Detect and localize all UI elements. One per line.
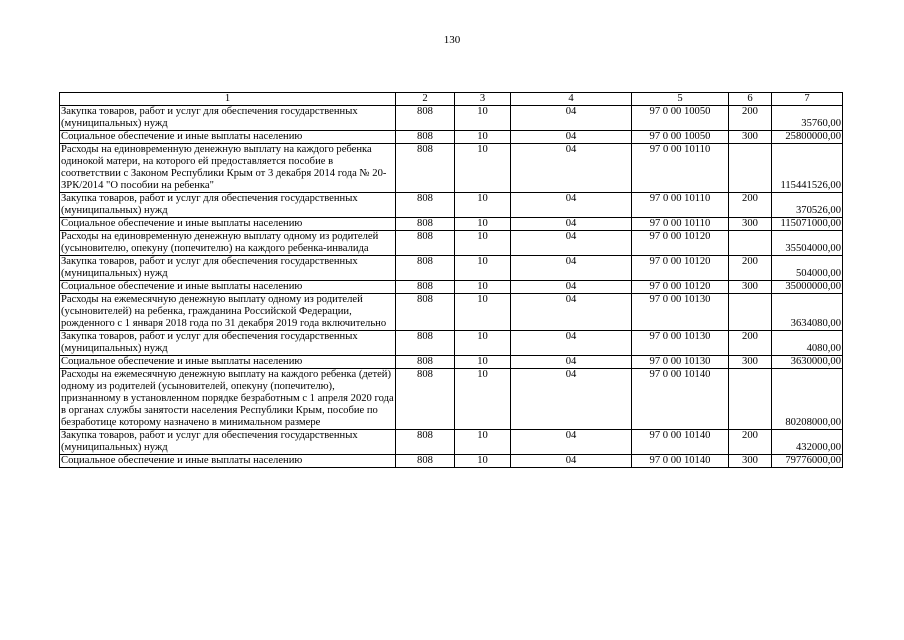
subsection-code-cell: 04 — [511, 331, 632, 356]
expense-type-cell: 300 — [729, 356, 772, 369]
amount-cell: 3634080,00 — [772, 294, 843, 331]
section-code-cell: 10 — [455, 131, 511, 144]
expense-type-cell: 200 — [729, 256, 772, 281]
expense-type-cell — [729, 231, 772, 256]
section-code-cell: 10 — [455, 294, 511, 331]
ministry-code-cell: 808 — [396, 106, 455, 131]
amount-cell: 370526,00 — [772, 193, 843, 218]
table-row — [60, 131, 843, 144]
column-header: 3 — [455, 93, 511, 106]
table-row — [60, 193, 843, 218]
amount-cell: 432000,00 — [772, 430, 843, 455]
expense-type-cell — [729, 369, 772, 430]
expense-type-cell: 300 — [729, 455, 772, 468]
expense-type-cell: 200 — [729, 430, 772, 455]
amount-cell: 3630000,00 — [772, 356, 843, 369]
column-header: 1 — [60, 93, 396, 106]
subsection-code-cell: 04 — [511, 218, 632, 231]
target-article-cell: 97 0 00 10110 — [632, 218, 729, 231]
target-article-cell: 97 0 00 10120 — [632, 256, 729, 281]
ministry-code-cell: 808 — [396, 281, 455, 294]
expense-name-cell: Закупка товаров, работ и услуг для обеспечения государственных (муниципальных) нужд — [60, 106, 396, 131]
target-article-cell: 97 0 00 10140 — [632, 430, 729, 455]
expense-name-cell: Социальное обеспечение и иные выплаты населению — [60, 356, 396, 369]
target-article-cell: 97 0 00 10120 — [632, 231, 729, 256]
table-row — [60, 106, 843, 131]
ministry-code-cell: 808 — [396, 131, 455, 144]
ministry-code-cell: 808 — [396, 331, 455, 356]
expense-name-cell: Расходы на ежемесячную денежную выплату на каждого ребенка (детей) одному из родителей (усыновителей, опекуну (попечителю), признанному в установленном порядке безработным с 1 апреля 2020 года в органах службы занятости населения Республики Крым, пособие по безработице которому назначено в минимальном размере — [61, 369, 394, 428]
subsection-code-cell: 04 — [511, 430, 632, 455]
table-header-row — [60, 93, 843, 106]
amount-cell: 504000,00 — [772, 256, 843, 281]
expense-type-cell — [729, 144, 772, 193]
subsection-code-cell: 04 — [511, 106, 632, 131]
expense-name-cell: Социальное обеспечение и иные выплаты населению — [60, 131, 396, 144]
ministry-code-cell: 808 — [396, 455, 455, 468]
section-code-cell: 10 — [455, 430, 511, 455]
amount-cell: 79776000,00 — [772, 455, 843, 468]
amount-cell: 4080,00 — [772, 331, 843, 356]
section-code-cell: 10 — [455, 256, 511, 281]
section-code-cell: 10 — [455, 106, 511, 131]
expense-name-cell: Расходы на единовременную денежную выплату на каждого ребенка одинокой матери, на которого ей предоставляется пособие в соответствии с Законом Республики Крым от 3 декабря 2014 года № 20-ЗРК/2014 "О пособии на ребенка" — [60, 144, 396, 193]
table-row — [60, 144, 843, 193]
subsection-code-cell: 04 — [511, 256, 632, 281]
subsection-code-cell: 04 — [511, 455, 632, 468]
subsection-code-cell: 04 — [511, 131, 632, 144]
ministry-code-cell: 808 — [396, 231, 455, 256]
section-code-cell: 10 — [455, 231, 511, 256]
table-row — [60, 281, 843, 294]
column-header: 7 — [772, 93, 843, 106]
page-number: 130 — [443, 34, 461, 46]
table-row — [60, 256, 843, 281]
section-code-cell: 10 — [455, 218, 511, 231]
expense-name-cell: Закупка товаров, работ и услуг для обеспечения государственных (муниципальных) нужд — [60, 256, 396, 281]
target-article-cell: 97 0 00 10050 — [632, 131, 729, 144]
expense-name-cell: Социальное обеспечение и иные выплаты населению — [60, 455, 396, 468]
amount-cell: 25800000,00 — [772, 131, 843, 144]
amount-cell: 35000000,00 — [772, 281, 843, 294]
section-code-cell: 10 — [455, 193, 511, 218]
table-row — [60, 218, 843, 231]
target-article-cell: 97 0 00 10110 — [632, 193, 729, 218]
target-article-cell: 97 0 00 10140 — [632, 369, 729, 430]
subsection-code-cell: 04 — [511, 231, 632, 256]
section-code-cell: 10 — [455, 144, 511, 193]
table-row — [60, 231, 843, 256]
table-row — [60, 356, 843, 369]
ministry-code-cell: 808 — [396, 144, 455, 193]
expense-name-cell: Социальное обеспечение и иные выплаты населению — [60, 218, 396, 231]
expense-type-cell: 300 — [729, 281, 772, 294]
subsection-code-cell: 04 — [511, 356, 632, 369]
column-header: 2 — [396, 93, 455, 106]
target-article-cell: 97 0 00 10110 — [632, 144, 729, 193]
section-code-cell: 10 — [455, 281, 511, 294]
subsection-code-cell: 04 — [511, 193, 632, 218]
expense-type-cell: 200 — [729, 106, 772, 131]
table-row — [60, 455, 843, 468]
target-article-cell: 97 0 00 10140 — [632, 455, 729, 468]
expense-name-cell: Закупка товаров, работ и услуг для обеспечения государственных (муниципальных) нужд — [60, 430, 396, 455]
table-row — [60, 331, 843, 356]
expense-name-cell: Расходы на единовременную денежную выплату одному из родителей (усыновителю, опекуну (попечителю) на каждого ребенка-инвалида — [60, 231, 396, 256]
subsection-code-cell: 04 — [511, 144, 632, 193]
section-code-cell: 10 — [455, 356, 511, 369]
target-article-cell: 97 0 00 10050 — [632, 106, 729, 131]
expense-type-cell: 300 — [729, 218, 772, 231]
column-header: 6 — [729, 93, 772, 106]
target-article-cell: 97 0 00 10120 — [632, 281, 729, 294]
column-header: 5 — [632, 93, 729, 106]
ministry-code-cell: 808 — [396, 430, 455, 455]
target-article-cell: 97 0 00 10130 — [632, 331, 729, 356]
column-header: 4 — [511, 93, 632, 106]
table-row — [60, 294, 843, 331]
amount-cell: 80208000,00 — [772, 369, 843, 430]
table-row — [60, 430, 843, 455]
table-row — [60, 369, 843, 430]
expense-type-cell: 200 — [729, 193, 772, 218]
ministry-code-cell: 808 — [396, 369, 455, 430]
budget-table — [59, 92, 843, 468]
ministry-code-cell: 808 — [396, 294, 455, 331]
subsection-code-cell: 04 — [511, 369, 632, 430]
expense-type-cell: 200 — [729, 331, 772, 356]
target-article-cell: 97 0 00 10130 — [632, 294, 729, 331]
ministry-code-cell: 808 — [396, 193, 455, 218]
section-code-cell: 10 — [455, 455, 511, 468]
section-code-cell: 10 — [455, 331, 511, 356]
expense-type-cell — [729, 294, 772, 331]
ministry-code-cell: 808 — [396, 356, 455, 369]
expense-name-cell: Социальное обеспечение и иные выплаты населению — [60, 281, 396, 294]
ministry-code-cell: 808 — [396, 256, 455, 281]
subsection-code-cell: 04 — [511, 281, 632, 294]
section-code-cell: 10 — [455, 369, 511, 430]
expense-name-cell: Расходы на ежемесячную денежную выплату одному из родителей (усыновителей) на ребенка, гражданина Российской Федерации, рожденного с 1 января 2018 года по 31 декабря 2019 года включительно — [60, 294, 396, 331]
target-article-cell: 97 0 00 10130 — [632, 356, 729, 369]
expense-type-cell: 300 — [729, 131, 772, 144]
subsection-code-cell: 04 — [511, 294, 632, 331]
ministry-code-cell: 808 — [396, 218, 455, 231]
expense-name-cell: Закупка товаров, работ и услуг для обеспечения государственных (муниципальных) нужд — [60, 193, 396, 218]
amount-cell: 115071000,00 — [772, 218, 843, 231]
expense-name-cell: Закупка товаров, работ и услуг для обеспечения государственных (муниципальных) нужд — [60, 331, 396, 356]
amount-cell: 35504000,00 — [772, 231, 843, 256]
amount-cell: 115441526,00 — [772, 144, 843, 193]
amount-cell: 35760,00 — [772, 106, 843, 131]
